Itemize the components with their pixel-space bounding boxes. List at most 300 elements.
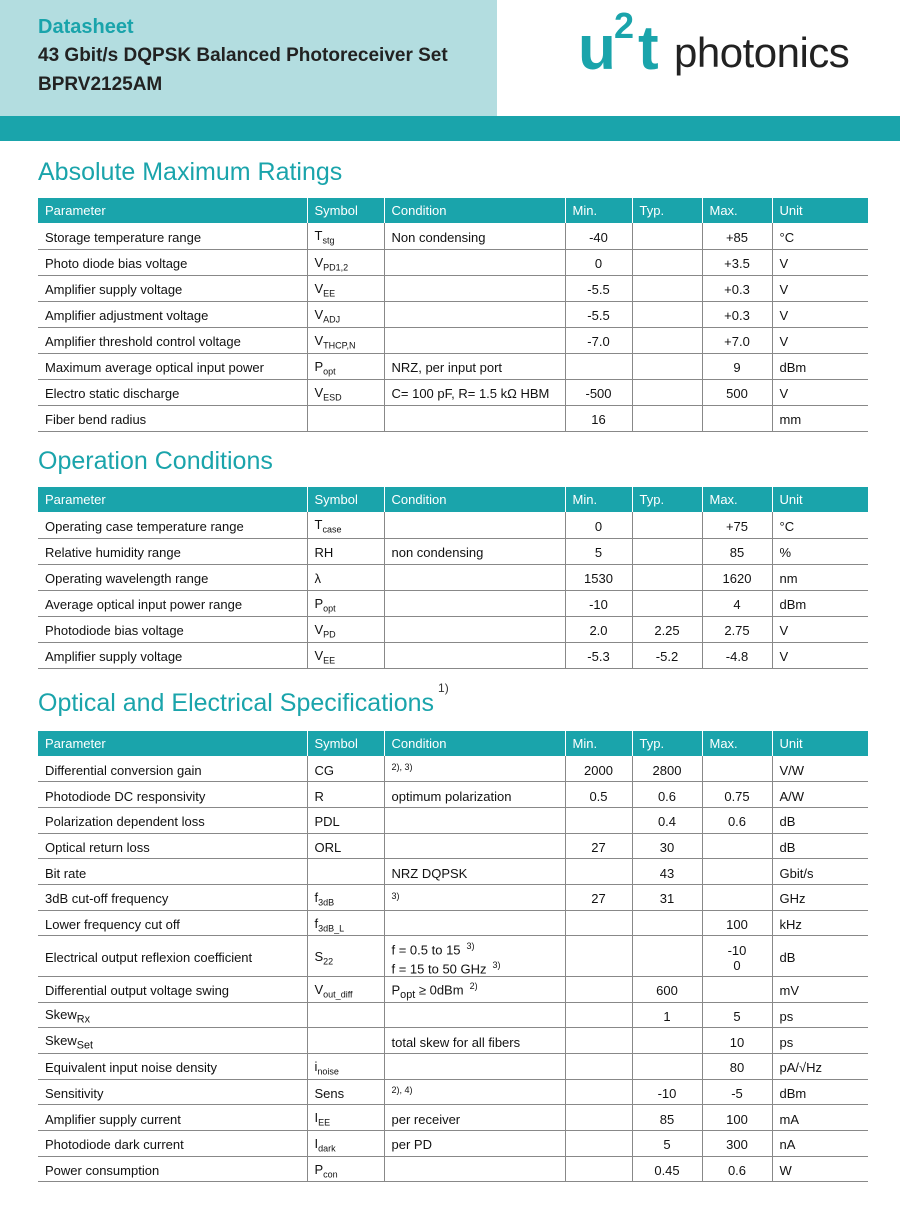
column-header: Symbol bbox=[307, 731, 384, 756]
value-text: 9 bbox=[733, 360, 741, 375]
column-header: Unit bbox=[772, 487, 868, 512]
cell-typ bbox=[632, 301, 702, 327]
parameter-text: Operating case temperature range bbox=[45, 518, 244, 534]
parameter-text: Photodiode DC responsivity bbox=[45, 788, 206, 804]
cell-typ bbox=[632, 405, 702, 431]
cell-min bbox=[565, 1079, 632, 1105]
cell-max bbox=[702, 564, 772, 590]
table-row bbox=[38, 301, 868, 327]
cell-typ bbox=[632, 1054, 702, 1080]
cell-min bbox=[565, 1054, 632, 1080]
cell-condition bbox=[384, 1156, 565, 1182]
column-header: Symbol bbox=[307, 487, 384, 512]
value-text: 0.45 bbox=[654, 1163, 680, 1179]
table-row bbox=[38, 1131, 868, 1157]
cell-min bbox=[565, 859, 632, 885]
cell-parameter bbox=[38, 884, 307, 910]
cell-parameter bbox=[38, 249, 307, 275]
symbol-subscript: noise bbox=[317, 1066, 339, 1077]
cell-min bbox=[565, 782, 632, 808]
value-text: +85 bbox=[725, 229, 749, 245]
section-title-absolute-max bbox=[38, 158, 346, 187]
cell-unit bbox=[772, 353, 868, 379]
parameter-text: Photo diode bias voltage bbox=[45, 256, 188, 271]
symbol-subscript: opt bbox=[323, 603, 336, 614]
unit-text: nA bbox=[779, 1137, 796, 1153]
cell-parameter bbox=[38, 405, 307, 431]
cell-symbol bbox=[307, 1131, 384, 1157]
cell-unit bbox=[772, 936, 868, 977]
operation-conditions-table bbox=[38, 487, 868, 669]
cell-max bbox=[702, 1079, 772, 1105]
symbol-subscript: ESD bbox=[323, 392, 342, 403]
unit-text: dBm bbox=[779, 360, 807, 375]
cell-typ bbox=[632, 910, 702, 936]
unit-text: GHz bbox=[779, 891, 806, 907]
cell-parameter bbox=[38, 1131, 307, 1157]
value-text: 31 bbox=[659, 891, 675, 907]
table-row bbox=[38, 936, 868, 977]
column-header: Condition bbox=[384, 731, 565, 756]
cell-max bbox=[702, 223, 772, 249]
unit-text: mm bbox=[779, 412, 802, 427]
cell-min bbox=[565, 1028, 632, 1054]
cell-condition bbox=[384, 782, 565, 808]
symbol-subscript: out_diff bbox=[323, 989, 353, 1000]
cell-condition bbox=[384, 616, 565, 642]
cell-min bbox=[565, 807, 632, 833]
value-text: 30 bbox=[659, 839, 675, 855]
cell-unit bbox=[772, 249, 868, 275]
value-text: 5 bbox=[733, 1009, 741, 1024]
value-text: 5 bbox=[594, 545, 603, 560]
unit-text: A/W bbox=[779, 788, 805, 804]
cell-parameter bbox=[38, 1079, 307, 1105]
value-text: 0.5 bbox=[589, 788, 608, 804]
cell-unit bbox=[772, 275, 868, 301]
symbol-subscript: EE bbox=[323, 288, 336, 299]
cell-condition bbox=[384, 976, 565, 1002]
cell-parameter bbox=[38, 1156, 307, 1182]
cell-typ bbox=[632, 590, 702, 616]
value-line: -10 bbox=[727, 942, 747, 958]
value-text: 300 bbox=[726, 1137, 748, 1153]
symbol-subscript: 3dB bbox=[318, 897, 335, 908]
cell-unit bbox=[772, 807, 868, 833]
condition-text: f = 15 to 50 GHz bbox=[391, 960, 487, 976]
cell-condition bbox=[384, 756, 565, 782]
unit-text: V bbox=[779, 649, 789, 664]
parameter-text: Relative humidity range bbox=[45, 545, 181, 560]
symbol-text: V bbox=[314, 384, 324, 400]
value-text: 16 bbox=[591, 412, 606, 427]
cell-typ bbox=[632, 379, 702, 405]
value-text: -500 bbox=[585, 386, 612, 401]
cell-unit bbox=[772, 616, 868, 642]
logo-wordmark: photonics bbox=[674, 29, 850, 76]
cell-symbol bbox=[307, 833, 384, 859]
cell-max bbox=[702, 1002, 772, 1028]
cell-max bbox=[702, 590, 772, 616]
condition-text: optimum polarization bbox=[391, 788, 512, 804]
unit-text: dB bbox=[779, 839, 796, 855]
cell-unit bbox=[772, 538, 868, 564]
value-text: 80 bbox=[729, 1060, 745, 1076]
cell-min bbox=[565, 301, 632, 327]
cell-parameter bbox=[38, 512, 307, 538]
cell-symbol bbox=[307, 1054, 384, 1080]
cell-min bbox=[565, 512, 632, 538]
value-text: +7.0 bbox=[724, 334, 750, 349]
cell-min bbox=[565, 379, 632, 405]
value-text: 27 bbox=[591, 839, 606, 855]
cell-parameter bbox=[38, 936, 307, 977]
parameter-text: Amplifier threshold control voltage bbox=[45, 334, 241, 349]
symbol-text: V bbox=[314, 254, 324, 270]
condition-subscript: opt bbox=[400, 988, 416, 1001]
unit-text: ps bbox=[779, 1034, 794, 1050]
cell-min bbox=[565, 884, 632, 910]
cell-symbol bbox=[307, 859, 384, 885]
parameter-text: Amplifier supply voltage bbox=[45, 282, 183, 297]
parameter-subscript: Set bbox=[76, 1039, 94, 1052]
column-header: Typ. bbox=[632, 198, 702, 223]
cell-symbol bbox=[307, 1028, 384, 1054]
cell-min bbox=[565, 616, 632, 642]
table-row bbox=[38, 1156, 868, 1182]
unit-text: V bbox=[779, 623, 789, 638]
cell-min bbox=[565, 353, 632, 379]
cell-min bbox=[565, 756, 632, 782]
value-text: 5 bbox=[663, 1137, 671, 1153]
table-row bbox=[38, 833, 868, 859]
condition-note: 3) bbox=[492, 959, 501, 970]
unit-text: V bbox=[779, 282, 789, 297]
value-text: 2000 bbox=[584, 762, 613, 778]
cell-condition bbox=[384, 859, 565, 885]
cell-max bbox=[702, 379, 772, 405]
condition-text: Non condensing bbox=[391, 229, 486, 245]
cell-symbol bbox=[307, 275, 384, 301]
cell-symbol bbox=[307, 756, 384, 782]
symbol-text: f bbox=[314, 889, 319, 905]
condition-text: NRZ DQPSK bbox=[391, 865, 468, 881]
cell-typ bbox=[632, 327, 702, 353]
symbol-subscript: THCP,N bbox=[323, 340, 356, 351]
cell-symbol bbox=[307, 379, 384, 405]
cell-symbol bbox=[307, 1156, 384, 1182]
symbol-subscript: EE bbox=[318, 1118, 331, 1129]
symbol-text: P bbox=[314, 595, 324, 611]
condition-text: f = 0.5 to 15 bbox=[391, 942, 461, 958]
section-title-text: Operation Conditions bbox=[38, 447, 273, 475]
cell-condition bbox=[384, 1028, 565, 1054]
parameter-text: Amplifier adjustment voltage bbox=[45, 308, 209, 323]
cell-unit bbox=[772, 1156, 868, 1182]
cell-max bbox=[702, 1131, 772, 1157]
cell-max bbox=[702, 353, 772, 379]
value-text: +0.3 bbox=[724, 282, 750, 297]
table-row bbox=[38, 642, 868, 668]
value-text: 1 bbox=[663, 1009, 671, 1024]
cell-condition bbox=[384, 301, 565, 327]
cell-max bbox=[702, 301, 772, 327]
cell-min bbox=[565, 1156, 632, 1182]
value-text: 27 bbox=[591, 891, 606, 907]
cell-max bbox=[702, 884, 772, 910]
cell-unit bbox=[772, 1105, 868, 1131]
parameter-text: Differential conversion gain bbox=[45, 762, 202, 778]
cell-typ bbox=[632, 616, 702, 642]
cell-typ bbox=[632, 1002, 702, 1028]
cell-symbol bbox=[307, 564, 384, 590]
value-text: 0.6 bbox=[657, 788, 677, 804]
cell-typ bbox=[632, 249, 702, 275]
company-logo bbox=[578, 5, 858, 88]
cell-unit bbox=[772, 327, 868, 353]
cell-symbol bbox=[307, 538, 384, 564]
value-text: 10 bbox=[729, 1034, 745, 1050]
condition-text: per receiver bbox=[391, 1111, 461, 1127]
cell-max bbox=[702, 616, 772, 642]
table-row bbox=[38, 405, 868, 431]
table-row bbox=[38, 859, 868, 885]
parameter-text: Fiber bend radius bbox=[45, 412, 147, 427]
parameter-text: Polarization dependent loss bbox=[45, 814, 205, 830]
optical-electrical-specs-table bbox=[38, 731, 868, 1182]
cell-symbol bbox=[307, 590, 384, 616]
logo-letter-t: t bbox=[638, 14, 659, 83]
condition-note: 2), 3) bbox=[391, 761, 413, 772]
symbol-text: V bbox=[314, 306, 324, 322]
cell-min bbox=[565, 642, 632, 668]
value-text: -4.8 bbox=[725, 649, 749, 664]
cell-parameter bbox=[38, 1028, 307, 1054]
logo-letter-u: u bbox=[578, 14, 616, 83]
unit-text: mA bbox=[779, 1111, 799, 1127]
value-text: 1620 bbox=[722, 571, 752, 586]
value-text: -10 bbox=[657, 1086, 677, 1102]
section-title-specs bbox=[38, 680, 449, 718]
parameter-text: Storage temperature range bbox=[45, 229, 202, 245]
parameter-text: Maximum average optical input power bbox=[45, 360, 264, 375]
cell-parameter bbox=[38, 910, 307, 936]
cell-min bbox=[565, 275, 632, 301]
column-header: Parameter bbox=[38, 487, 307, 512]
unit-text: V bbox=[779, 256, 789, 271]
cell-symbol bbox=[307, 807, 384, 833]
value-text: 85 bbox=[729, 545, 745, 560]
cell-parameter bbox=[38, 353, 307, 379]
cell-symbol bbox=[307, 353, 384, 379]
unit-text: dB bbox=[779, 814, 796, 830]
value-text: 2.75 bbox=[724, 623, 750, 638]
value-text: -40 bbox=[589, 229, 608, 245]
value-text: 100 bbox=[726, 1111, 748, 1127]
symbol-subscript: 22 bbox=[323, 956, 334, 967]
cell-typ bbox=[632, 223, 702, 249]
cell-min bbox=[565, 223, 632, 249]
cell-min bbox=[565, 936, 632, 977]
cell-typ bbox=[632, 1156, 702, 1182]
cell-parameter bbox=[38, 223, 307, 249]
column-header: Max. bbox=[702, 487, 772, 512]
cell-max bbox=[702, 936, 772, 977]
parameter-subscript: Rx bbox=[76, 1013, 91, 1026]
table-row bbox=[38, 807, 868, 833]
condition-note: 3) bbox=[391, 890, 400, 901]
cell-min bbox=[565, 976, 632, 1002]
value-text: 4 bbox=[733, 597, 741, 612]
table-row bbox=[38, 379, 868, 405]
table-row bbox=[38, 564, 868, 590]
symbol-subscript: case bbox=[322, 525, 342, 536]
column-header: Typ. bbox=[632, 487, 702, 512]
unit-text: V bbox=[779, 308, 789, 323]
value-text: +75 bbox=[725, 518, 749, 534]
table-row bbox=[38, 616, 868, 642]
condition-text: C= 100 pF, R= 1.5 kΩ HBM bbox=[391, 386, 550, 401]
logo-superscript: 2 bbox=[614, 5, 635, 46]
parameter-text: Amplifier supply voltage bbox=[45, 649, 183, 664]
symbol-text: λ bbox=[314, 571, 321, 586]
symbol-text: ORL bbox=[314, 839, 342, 855]
cell-unit bbox=[772, 223, 868, 249]
cell-max bbox=[702, 1028, 772, 1054]
unit-text: ps bbox=[779, 1009, 794, 1024]
cell-parameter bbox=[38, 616, 307, 642]
cell-condition bbox=[384, 512, 565, 538]
parameter-text: Skew bbox=[45, 1007, 77, 1023]
cell-min bbox=[565, 590, 632, 616]
symbol-subscript: PD bbox=[323, 629, 336, 640]
cell-symbol bbox=[307, 512, 384, 538]
cell-condition bbox=[384, 538, 565, 564]
column-header: Condition bbox=[384, 487, 565, 512]
table-row bbox=[38, 249, 868, 275]
parameter-text: Bit rate bbox=[45, 865, 87, 881]
section-title-text: Absolute Maximum Ratings bbox=[38, 158, 343, 186]
cell-parameter bbox=[38, 538, 307, 564]
parameter-text: Optical return loss bbox=[45, 839, 150, 855]
cell-unit bbox=[772, 859, 868, 885]
cell-symbol bbox=[307, 1105, 384, 1131]
cell-symbol bbox=[307, 936, 384, 977]
cell-symbol bbox=[307, 782, 384, 808]
cell-parameter bbox=[38, 1002, 307, 1028]
cell-parameter bbox=[38, 301, 307, 327]
cell-parameter bbox=[38, 859, 307, 885]
cell-unit bbox=[772, 405, 868, 431]
symbol-text: V bbox=[314, 332, 324, 348]
value-text: 0.75 bbox=[724, 788, 750, 804]
column-header: Unit bbox=[772, 198, 868, 223]
cell-condition bbox=[384, 564, 565, 590]
cell-condition bbox=[384, 379, 565, 405]
unit-text: mV bbox=[779, 983, 799, 999]
section-title-note: 1) bbox=[438, 680, 449, 695]
cell-max bbox=[702, 910, 772, 936]
cell-max bbox=[702, 275, 772, 301]
cell-typ bbox=[632, 1131, 702, 1157]
cell-parameter bbox=[38, 590, 307, 616]
cell-parameter bbox=[38, 379, 307, 405]
cell-condition bbox=[384, 833, 565, 859]
cell-condition bbox=[384, 910, 565, 936]
value-line: 0 bbox=[733, 957, 741, 973]
cell-min bbox=[565, 1131, 632, 1157]
cell-typ bbox=[632, 936, 702, 977]
unit-text: dBm bbox=[779, 1086, 807, 1102]
cell-parameter bbox=[38, 976, 307, 1002]
value-text: +3.5 bbox=[724, 256, 750, 271]
value-text: 100 bbox=[726, 916, 748, 932]
column-header: Min. bbox=[565, 487, 632, 512]
table-row bbox=[38, 1028, 868, 1054]
parameter-text: Lower frequency cut off bbox=[45, 916, 180, 932]
cell-min bbox=[565, 1105, 632, 1131]
cell-max bbox=[702, 327, 772, 353]
symbol-text: i bbox=[314, 1059, 318, 1075]
doc-model: BPRV2125AM bbox=[38, 74, 163, 95]
cell-max bbox=[702, 976, 772, 1002]
unit-text: Gbit/s bbox=[779, 865, 814, 881]
absolute-max-ratings-table bbox=[38, 198, 868, 432]
cell-typ bbox=[632, 782, 702, 808]
cell-condition bbox=[384, 275, 565, 301]
symbol-text: Sens bbox=[314, 1086, 345, 1102]
cell-condition bbox=[384, 884, 565, 910]
unit-text: pA/√Hz bbox=[779, 1060, 823, 1076]
table-row bbox=[38, 976, 868, 1002]
value-text: 0.6 bbox=[727, 1163, 747, 1179]
cell-condition bbox=[384, 353, 565, 379]
unit-text: dBm bbox=[779, 597, 807, 612]
cell-max bbox=[702, 512, 772, 538]
column-header: Parameter bbox=[38, 731, 307, 756]
cell-max bbox=[702, 833, 772, 859]
unit-text: V/W bbox=[779, 762, 805, 778]
value-text: 0 bbox=[594, 256, 603, 271]
cell-min bbox=[565, 327, 632, 353]
unit-text: V bbox=[779, 334, 789, 349]
table-row bbox=[38, 1105, 868, 1131]
cell-parameter bbox=[38, 833, 307, 859]
value-text: -5.5 bbox=[587, 282, 610, 297]
cell-unit bbox=[772, 884, 868, 910]
cell-typ bbox=[632, 756, 702, 782]
symbol-text: I bbox=[314, 1136, 319, 1152]
parameter-text: 3dB cut-off frequency bbox=[45, 891, 169, 907]
cell-symbol bbox=[307, 327, 384, 353]
cell-condition bbox=[384, 1079, 565, 1105]
cell-symbol bbox=[307, 884, 384, 910]
symbol-text: R bbox=[314, 788, 324, 804]
value-text: -5.2 bbox=[655, 649, 679, 664]
symbol-subscript: con bbox=[323, 1169, 338, 1180]
cell-typ bbox=[632, 884, 702, 910]
cell-max bbox=[702, 642, 772, 668]
table-row bbox=[38, 275, 868, 301]
table-header-row bbox=[38, 487, 868, 512]
value-text: 600 bbox=[656, 983, 678, 999]
value-text: 2800 bbox=[652, 762, 682, 778]
symbol-subscript: opt bbox=[323, 366, 336, 377]
cell-max bbox=[702, 782, 772, 808]
column-header: Unit bbox=[772, 731, 868, 756]
cell-typ bbox=[632, 538, 702, 564]
table-row bbox=[38, 223, 868, 249]
